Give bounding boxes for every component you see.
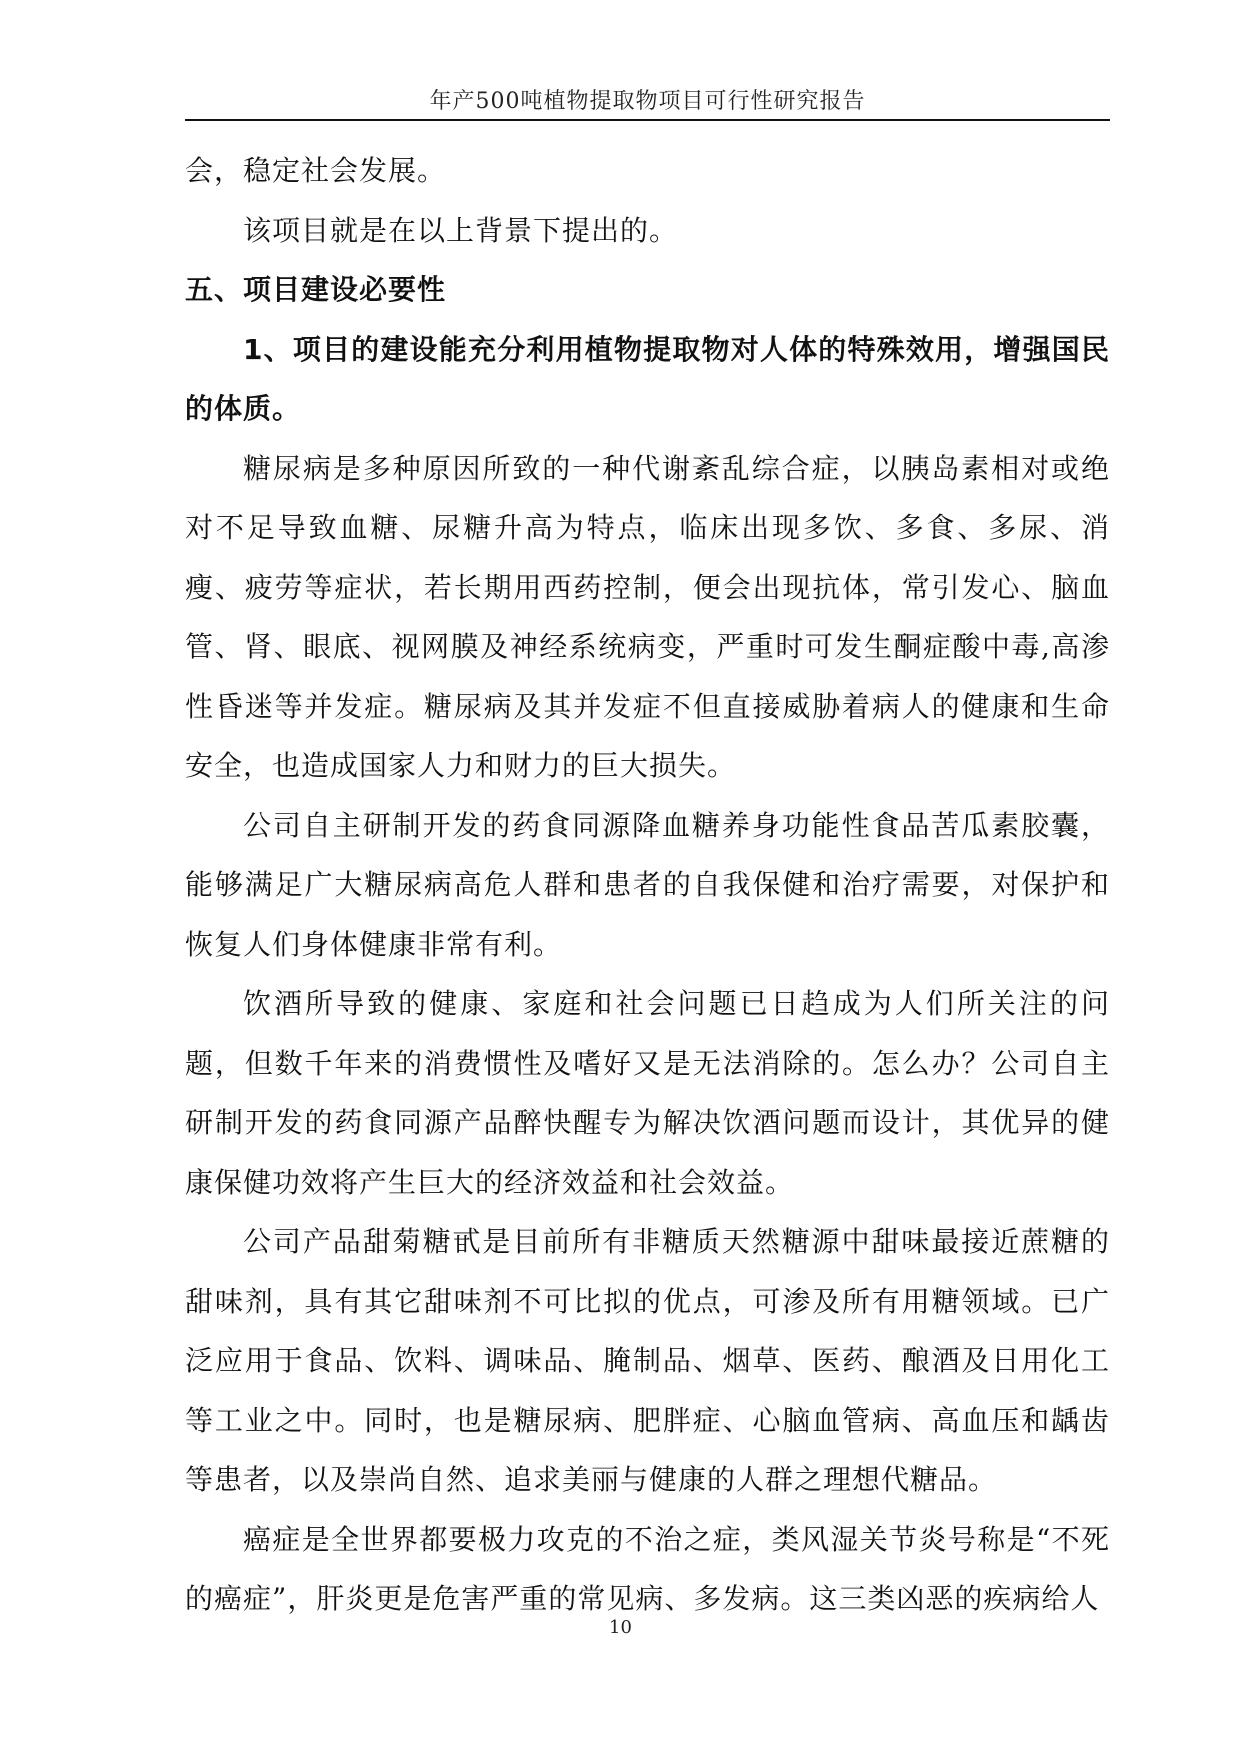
page-header-title: 年产500吨植物提取物项目可行性研究报告 bbox=[429, 89, 866, 114]
page-number: 10 bbox=[609, 1617, 632, 1638]
paragraph-cancer: 癌症是全世界都要极力攻克的不治之症，类风湿关节炎号称是“不死的癌症”，肝炎更是危害严重的常见病、多发病。这三类凶恶的疾病给人 bbox=[185, 1522, 1110, 1615]
header-divider bbox=[185, 119, 1110, 121]
paragraph-stevioside: 公司产品甜菊糖甙是目前所有非糖质天然糖源中甜味最接近蔗糖的甜味剂，具有其它甜味剂不可比拟的优点，可渗及所有用糖领域。已广泛应用于食品、饮料、调味品、腌制品、烟草、医药、酿酒及日用化工等工业之中。同时，也是糖尿病、肥胖症、心脑血管病、高血压和龋齿等患者，以及崇尚自然、追求美丽与健康的人群之理想代糖品。 bbox=[185, 1225, 1110, 1496]
paragraph-alcohol: 饮酒所导致的健康、家庭和社会问题已日趋成为人们所关注的问题，但数千年来的消费惯性及嗜好又是无法消除的。怎么办？公司自主研制开发的药食同源产品醉快醒专为解决饮酒问题而设计，其优异的健康保健功效将产生巨大的经济效益和社会效益。 bbox=[185, 987, 1110, 1199]
paragraph-continuation: 会，稳定社会发展。 bbox=[185, 154, 447, 187]
subsection-heading: 1、项目的建设能充分利用植物提取物对人体的特殊效用，增强国民的体质。 bbox=[185, 332, 1110, 425]
document-body bbox=[185, 141, 1110, 1629]
paragraph-diabetes: 糖尿病是多种原因所致的一种代谢紊乱综合症，以胰岛素相对或绝对不足导致血糖、尿糖升高为特点，临床出现多饮、多食、多尿、消瘦、疲劳等症状，若长期用西药控制，便会出现抗体，常引发心、脑血管、肾、眼底、视网膜及神经系统病变，严重时可发生酮症酸中毒,高渗性昏迷等并发症。糖尿病及其并发症不但直接威胁着病人的健康和生命安全，也造成国家人力和财力的巨大损失。 bbox=[185, 451, 1110, 782]
paragraph-bitter-melon: 公司自主研制开发的药食同源降血糖养身功能性食品苦瓜素胶囊，能够满足广大糖尿病高危人群和患者的自我保健和治疗需要，对保护和恢复人们身体健康非常有利。 bbox=[185, 808, 1110, 961]
section-heading: 五、项目建设必要性 bbox=[185, 273, 447, 306]
paragraph-background-note: 该项目就是在以上背景下提出的。 bbox=[243, 213, 679, 247]
